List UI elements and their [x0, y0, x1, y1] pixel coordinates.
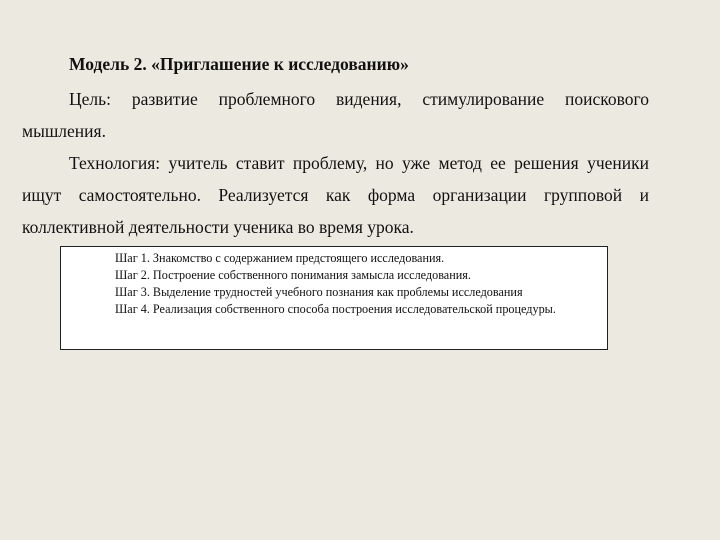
- step-3: Шаг 3. Выделение трудностей учебного познания как проблемы исследования: [115, 285, 523, 299]
- step-2: Шаг 2. Построение собственного понимания замысла исследования.: [115, 268, 471, 282]
- technology-paragraph: Технология: учитель ставит проблему, но уже метод ее решения ученики ищут самостоятельно. Реализуется как форма организации групповой и коллективной деятельности ученика во время урока.: [22, 153, 649, 237]
- step-1: Шаг 1. Знакомство с содержанием предстоящего исследования.: [115, 251, 445, 265]
- goal-paragraph: Цель: развитие проблемного видения, стимулирование поискового мышления.: [22, 89, 649, 141]
- model-title: Модель 2. «Приглашение к исследованию»: [69, 54, 409, 74]
- step-4: Шаг 4. Реализация собственного способа построения исследовательской процедуры.: [115, 302, 556, 316]
- steps-box: [60, 246, 608, 350]
